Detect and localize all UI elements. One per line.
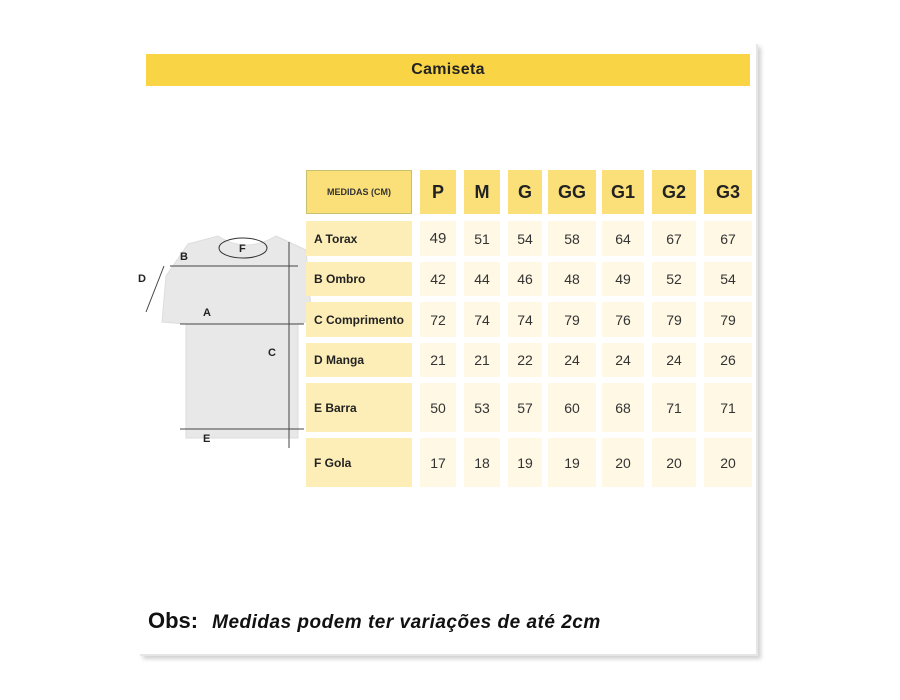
table-cell: 79 bbox=[548, 302, 596, 337]
obs-label: Obs: bbox=[148, 608, 199, 633]
table-cell: 67 bbox=[704, 221, 752, 256]
table-cell: 74 bbox=[508, 302, 542, 337]
label-a: A bbox=[203, 307, 211, 319]
table-cell: 46 bbox=[508, 262, 542, 296]
table-cell: 74 bbox=[464, 302, 500, 337]
table-cell: 26 bbox=[704, 343, 752, 377]
table-cell: 24 bbox=[548, 343, 596, 377]
table-cell: 19 bbox=[548, 438, 596, 487]
tshirt-diagram bbox=[136, 228, 316, 452]
table-cell: 20 bbox=[652, 438, 696, 487]
row-label: A Torax bbox=[306, 221, 412, 256]
table-cell: 57 bbox=[508, 383, 542, 432]
table-cell: 50 bbox=[420, 383, 456, 432]
table-cell: 20 bbox=[602, 438, 644, 487]
table-cell: 71 bbox=[652, 383, 696, 432]
row-label: C Comprimento bbox=[306, 302, 412, 337]
size-header-g2: G2 bbox=[652, 170, 696, 214]
table-cell: 68 bbox=[602, 383, 644, 432]
table-cell: 42 bbox=[420, 262, 456, 296]
size-header-g: G bbox=[508, 170, 542, 214]
label-f: F bbox=[239, 243, 246, 255]
size-header-g1: G1 bbox=[602, 170, 644, 214]
table-cell: 49 bbox=[420, 221, 456, 256]
table-cell: 64 bbox=[602, 221, 644, 256]
table-cell: 24 bbox=[602, 343, 644, 377]
table-cell: 54 bbox=[704, 262, 752, 296]
row-label: D Manga bbox=[306, 343, 412, 377]
table-cell: 58 bbox=[548, 221, 596, 256]
row-label: F Gola bbox=[306, 438, 412, 487]
table-cell: 54 bbox=[508, 221, 542, 256]
table-cell: 17 bbox=[420, 438, 456, 487]
table-cell: 79 bbox=[704, 302, 752, 337]
table-cell: 71 bbox=[704, 383, 752, 432]
table-cell: 52 bbox=[652, 262, 696, 296]
size-header-p: P bbox=[420, 170, 456, 214]
chart-title: Camiseta bbox=[146, 54, 750, 86]
label-c: C bbox=[268, 347, 276, 359]
measures-header: MEDIDAS (CM) bbox=[306, 170, 412, 214]
table-cell: 67 bbox=[652, 221, 696, 256]
size-table bbox=[306, 170, 752, 490]
table-cell: 22 bbox=[508, 343, 542, 377]
table-cell: 21 bbox=[464, 343, 500, 377]
label-e: E bbox=[203, 433, 211, 445]
size-header-g3: G3 bbox=[704, 170, 752, 214]
table-cell: 19 bbox=[508, 438, 542, 487]
obs-text: Medidas podem ter variações de até 2cm bbox=[212, 612, 601, 633]
table-cell: 44 bbox=[464, 262, 500, 296]
table-cell: 18 bbox=[464, 438, 500, 487]
label-d: D bbox=[138, 273, 146, 285]
table-cell: 51 bbox=[464, 221, 500, 256]
table-cell: 76 bbox=[602, 302, 644, 337]
observation-note bbox=[148, 608, 601, 634]
size-header-m: M bbox=[464, 170, 500, 214]
label-b: B bbox=[180, 251, 188, 263]
table-cell: 72 bbox=[420, 302, 456, 337]
row-label: B Ombro bbox=[306, 262, 412, 296]
row-label: E Barra bbox=[306, 383, 412, 432]
table-cell: 20 bbox=[704, 438, 752, 487]
table-cell: 24 bbox=[652, 343, 696, 377]
table-cell: 53 bbox=[464, 383, 500, 432]
table-cell: 49 bbox=[602, 262, 644, 296]
size-header-gg: GG bbox=[548, 170, 596, 214]
table-cell: 48 bbox=[548, 262, 596, 296]
table-cell: 79 bbox=[652, 302, 696, 337]
table-cell: 21 bbox=[420, 343, 456, 377]
table-cell: 60 bbox=[548, 383, 596, 432]
